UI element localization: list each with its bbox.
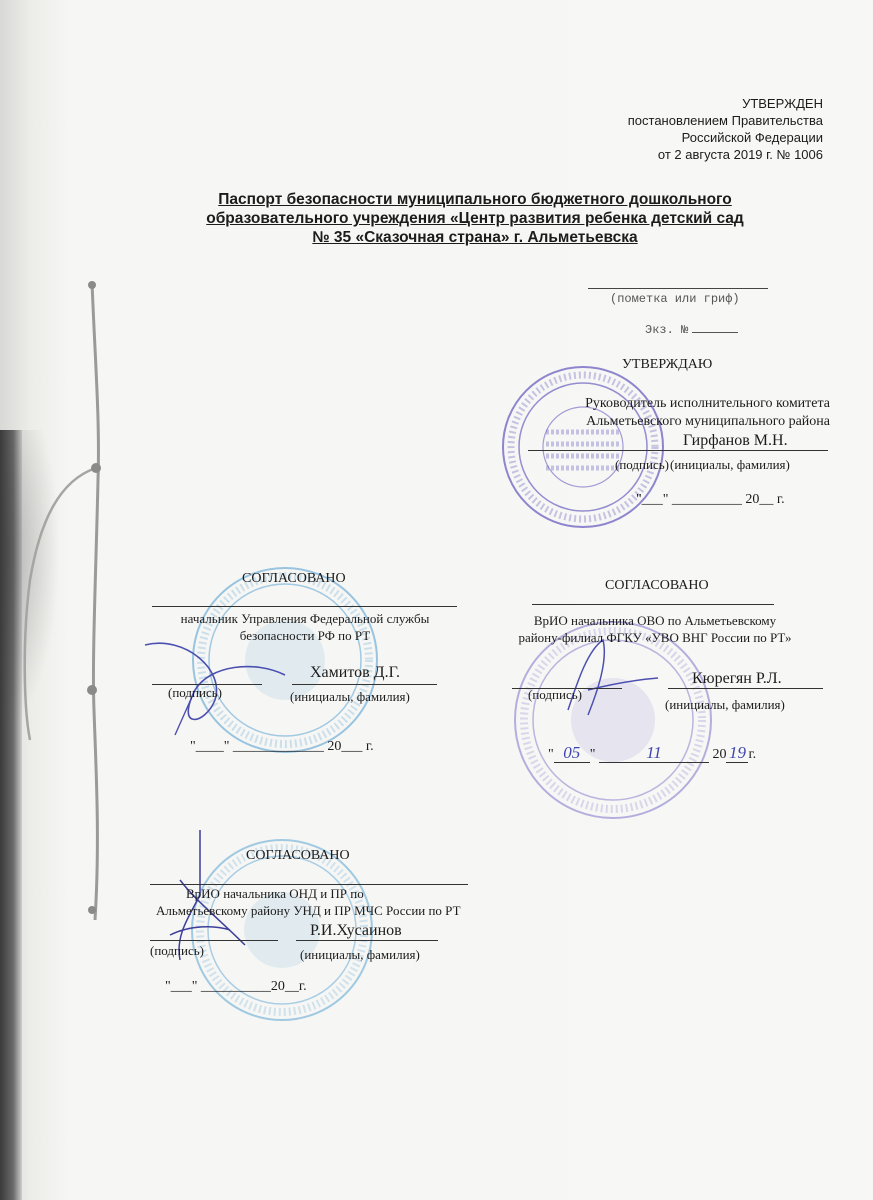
ovo-date: " 05 " 11 20 19 г. — [548, 743, 757, 762]
mark-line — [588, 288, 768, 289]
approval-line: от 2 августа 2019 г. № 1006 — [657, 147, 823, 162]
approval-line: Российской Федерации — [681, 130, 823, 145]
ond-name-line — [296, 940, 438, 941]
ovo-top-line — [532, 604, 774, 605]
ovo-date-g: г. — [748, 747, 757, 762]
ovo-date-month: 11 — [599, 744, 709, 763]
ond-initials-label: (инициалы, фамилия) — [300, 947, 420, 962]
fsb-top-line — [152, 606, 457, 607]
copy-label: Экз. № — [645, 323, 689, 337]
ovo-role — [490, 612, 820, 646]
ond-date: "___" __________20__г. — [165, 979, 307, 994]
fsb-initials-label: (инициалы, фамилия) — [290, 689, 410, 704]
approve-heading: УТВЕРЖДАЮ — [622, 357, 713, 372]
title-line: Паспорт безопасности муниципального бюджетного дошкольного — [218, 191, 732, 208]
fsb-role-line: начальник Управления Федеральной службы — [180, 611, 430, 626]
approve-role-line: Альметьевского муниципального района — [586, 414, 830, 429]
ond-sign-line — [150, 940, 278, 941]
fsb-name: Хамитов Д.Г. — [310, 664, 401, 681]
ovo-role-line: району-филиал ФГКУ «УВО ВНГ России по РТ» — [518, 630, 792, 645]
copy-number-field — [692, 332, 738, 333]
mark-label: (пометка или гриф) — [610, 292, 740, 306]
ovo-signature-label: (подпись) — [528, 687, 582, 702]
fsb-role — [150, 610, 460, 644]
fsb-date: "____" _____________ 20___ г. — [190, 739, 374, 754]
approve-role — [530, 395, 830, 431]
binding-string — [0, 240, 120, 1200]
ond-role-line: Альметьевскому району УНД и ПР МЧС России по РТ — [156, 903, 461, 918]
ovo-initials-label: (инициалы, фамилия) — [665, 697, 785, 712]
title-line: образовательного учреждения «Центр развития ребенка детский сад — [206, 210, 744, 227]
ond-name: Р.И.Хусаинов — [310, 922, 402, 939]
title-line: № 35 «Сказочная страна» г. Альметьевска — [312, 229, 638, 246]
approve-signature-label: (подпись) — [615, 457, 669, 472]
ond-role — [150, 885, 550, 919]
approve-date: "___" __________ 20__ г. — [636, 492, 785, 507]
fsb-heading: СОГЛАСОВАНО — [242, 571, 346, 586]
fsb-signature-mark — [135, 630, 335, 740]
fsb-signature-label: (подпись) — [168, 685, 222, 700]
ovo-date-day: 05 — [554, 744, 590, 763]
copy-number — [645, 323, 738, 337]
ond-role-line: ВрИО начальника ОНД и ПР по — [186, 886, 364, 901]
approve-sign-line — [528, 450, 828, 451]
ond-signature-label: (подпись) — [150, 943, 204, 958]
ovo-name: Кюрегян Р.Л. — [692, 670, 782, 687]
fsb-role-line: безопасности РФ по РТ — [239, 628, 371, 643]
approve-name: Гирфанов М.Н. — [683, 432, 788, 449]
document-title — [170, 190, 780, 247]
ond-heading: СОГЛАСОВАНО — [246, 848, 350, 863]
ovo-date-year-suffix: 19 — [726, 744, 748, 763]
ovo-role-line: ВрИО начальника ОВО по Альметьевскому — [533, 613, 777, 628]
approve-initials-label: (инициалы, фамилия) — [670, 457, 790, 472]
fsb-name-line — [292, 684, 437, 685]
approve-role-line: Руководитель исполнительного комитета — [585, 396, 830, 411]
approval-reference — [628, 95, 823, 163]
ovo-name-line — [668, 688, 823, 689]
approval-line: УТВЕРЖДЕН — [742, 96, 823, 111]
ovo-date-year-prefix: 20 — [712, 747, 727, 762]
ovo-heading: СОГЛАСОВАНО — [605, 578, 709, 593]
approval-line: постановлением Правительства — [627, 113, 823, 128]
